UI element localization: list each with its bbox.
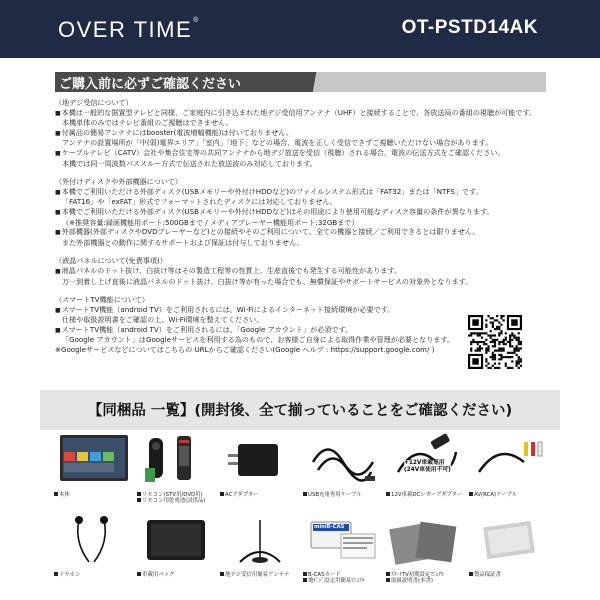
qr-code-icon [468, 315, 522, 369]
notice-title-accent [296, 72, 546, 92]
brand-logo: OVER TIME® [58, 17, 200, 42]
contents-item-caption: 製品保証書 [469, 572, 553, 578]
header-banner [0, 0, 600, 58]
notice-line: 「FAT16」や「exFAT」形式でフォーマットされたディスクには対応しておりません。 [62, 197, 337, 207]
bcas-card-label: miniB-CAS [314, 524, 345, 530]
contents-item [137, 432, 217, 504]
contents-item [54, 432, 134, 504]
remote-icon [137, 432, 217, 490]
notice-line: ■ ケーブルテレビ（CATV）会社や集合住宅等の共同アンテナから地デジ放送を受信（視聴）される場合、電波の伝送方式をご確認ください。 [55, 148, 555, 159]
notice-line: ■ 付属品の簡易アンテナにはbooster(電波増幅機能)は付いておりません。 [55, 128, 555, 139]
contents-item [386, 432, 466, 504]
contents-item [469, 432, 549, 504]
contents-item-caption: リモコン(STV用/DVD用) リモコン用乾電池(試供品) [137, 492, 221, 504]
notice-line: ■ 本機は一般的な据置型テレビと同様、ご家庭内に引き込まれた地デジ受信用アンテナ（UHF）と接続することで、各放送局の番組の視聴が可能です。 [55, 108, 555, 119]
contents-item-caption: ACアダプター [220, 492, 304, 498]
contents-item-caption: 12V車載DCシガーアダプター [386, 492, 470, 498]
notice-line: （※推奨容量:録画機能用ポート:500GBまで / メディアプレーヤー機能用ポート:32GBまで） [62, 217, 359, 227]
antenna-icon [220, 512, 300, 570]
av-cable-icon [469, 432, 549, 490]
bcas-card-icon [303, 512, 383, 570]
contents-item-caption: ｽﾏｰﾄTV初期設定ﾏﾆｭｱﾙ 取扱説明書(本書) [386, 572, 470, 584]
notice-line: ■ 液晶パネルのドット抜け、白抜け等はその製造工程等の性質上、生産直後でも発生する可能性があります。 [55, 266, 555, 277]
earphones-icon [54, 512, 134, 570]
contents-item-caption: AV(RCA)ケーブル [469, 492, 553, 498]
section-heading: （地デジ受信について） [55, 98, 133, 107]
ac-adapter-icon [220, 432, 300, 490]
notice-line: 本機では同一周波数パススルー方式で伝送された放送波のみ対応しております。 [62, 158, 317, 168]
contents-item [137, 512, 217, 584]
warranty-icon [469, 512, 549, 570]
contents-item [469, 512, 549, 584]
contents-item [220, 432, 300, 504]
notice-line: 「Google アカウント」はGoogleサービスを利用する為のもので、お客様ご自身による取得作業や管理が必要となります。 [62, 335, 455, 345]
section-heading: （外付けディスクや外部機器について） [55, 177, 182, 187]
contents-item-caption: 地デジ受信用簡易アンテナ [220, 572, 304, 578]
section-heading: （スマートTV機能について） [55, 295, 150, 305]
contents-item-caption: 本体 [54, 492, 138, 498]
contents-item [220, 512, 300, 584]
notice-line: ■ スマートTV機能（android TV）をご利用されるには、Wi-Fiによるインターネット接続環境が必要です。 [55, 305, 555, 316]
car-adapter-tag: +12V車載専用 (24V車使用不可) [404, 460, 451, 473]
contents-grid [54, 432, 549, 592]
contents-item [303, 432, 383, 504]
notice-line: ■ スマートTV機能（android TV）をご利用されるには、「Google アカウント」が必須です。 [55, 325, 555, 336]
tablet-icon [54, 432, 134, 490]
notice-line: 万一到着し上げ直後に液晶パネルのドット抜け、白抜け等が有った場合でも、無償保証やサポートサービスの対象外となります。 [62, 276, 473, 286]
notice-title: ご購入前に必ずご確認ください [55, 72, 545, 92]
car-bag-icon [137, 512, 217, 570]
notice-line: ■ 本機でご利用いただける外部ディスク(USBメモリーや外付けHDDなど)のファイルシステム形式は「FAT32」または「NTFS」です。 [55, 187, 555, 198]
contents-item-caption: 車載用バッグ [137, 572, 221, 578]
notice-line: アンテナの設置場所が「中(弱)電界エリア」「室内」「地下」などの場合、電波を正しく受信できずご視聴いただけない場合があります。 [62, 138, 493, 148]
contents-title: 【同梱品 一覧】(開封後、全て揃っていることをご確認ください) [87, 403, 513, 419]
contents-item [54, 512, 134, 584]
contents-item-caption: B-CASカード 地ﾃﾞｼﾞ設定用簡易ﾏﾆｭｱﾙ [303, 572, 387, 584]
notice-line: 本機単体のみではテレビ番組のご視聴はできません。 [62, 118, 233, 128]
usb-cable-icon [303, 432, 383, 490]
contents-item-caption: USB充電専用ケーブル [303, 492, 387, 498]
contents-item [303, 512, 383, 584]
notice-line: ■ 外部機器(外部ディスクやDVDプレーヤーなど)との接続やそのご利用について、全ての機器と接続／ご利用できるとは限りません。 [55, 227, 555, 238]
contents-item [386, 512, 466, 584]
manual-icon [386, 512, 466, 570]
notice-line: ※Googleサービスなどについてはこちらの URLからご確認ください(Google ヘルプ : https://support.google.com/ ) [55, 345, 435, 355]
model-number: OT-PSTD14AK [401, 17, 538, 38]
notice-line: また外部機器との動作に関するサポートおよび保証は付与しておりません。 [62, 237, 304, 247]
contents-item-caption: イヤホン [54, 572, 138, 578]
section-heading: （液晶パネルについて(免責事項)） [55, 256, 167, 266]
notice-line: ■ 本機でご利用いただける外部ディスク(USBメモリーや外付けHDDなど)はその用途により使用可能なディスク容量の条件が異なります。 [55, 207, 555, 218]
notice-line: 仕様や取扱説明書をご確認の上、Wi-Fi環境を整えてください。 [62, 315, 264, 325]
